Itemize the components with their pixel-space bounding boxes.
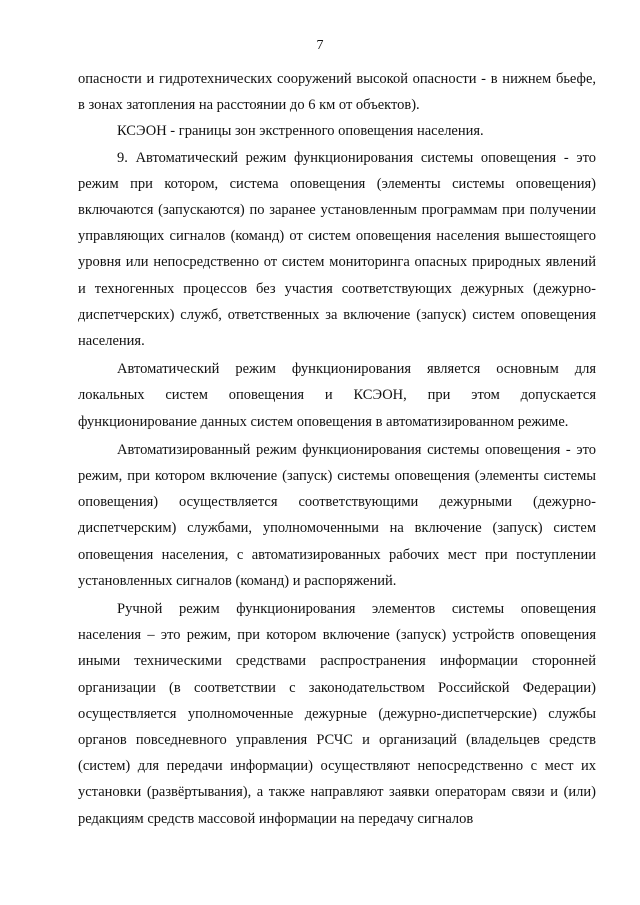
paragraph-automatic-mode-main: Автоматический режим функционирования является основным для локальных систем оповещения и КСЭОН, при этом допускается функционирование данных систем оповещения в автоматизированном режиме.	[78, 361, 596, 430]
paragraph-automated-mode: Автоматизированный режим функционирования системы оповещения - это режим, при котором включение (запуск) системы оповещения (элементы системы оповещения) осуществляется соответствующими дежурными (дежурно-диспетчерским) службами, уполномоченными на включение (запуск) систем оповещения населения, с автоматизированных рабочих мест при поступлении установленных сигналов (команд) и распоряжений.	[78, 441, 596, 589]
paragraph-ksaeon-definition: КСЭОН - границы зон экстренного оповещения населения.	[117, 123, 484, 140]
page-number: 7	[316, 38, 324, 53]
paragraph-automatic-mode: 9. Автоматический режим функционирования системы оповещения - это режим при котором, система оповещения (элементы системы оповещения) включаются (запускаются) по заранее установленным программам при получении управляющих сигналов (команд) от систем оповещения населения вышестоящего уровня или непосредственно от систем мониторинга опасных природных явлений и техногенных процессов без участия соответствующих дежурных (дежурно-диспетчерских) служб, ответственных за включение (запуск) систем оповещения населения.	[78, 149, 596, 350]
paragraph-manual-mode: Ручной режим функционирования элементов системы оповещения населения – это режим, при котором включение (запуск) устройств оповещения иными техническими средствами распространения информации сторонней организации (в соответствии с законодательством Российской Федерации) осуществляется уполномоченные дежурные (дежурно-диспетчерские) службы органов повседневного управления РСЧС и организаций (владельцев средств (систем) для передачи информации) осуществляют непосредственно с мест их установки (развёртывания), а также направляют заявки операторам связи и (или) редакциям средств массовой информации на передачу сигналов	[78, 601, 596, 827]
paragraph-continuation: опасности и гидротехнических сооружений высокой опасности - в нижнем бьефе, в зонах затопления на расстоянии до 6 км от объектов).	[78, 71, 596, 114]
body-text	[78, 66, 596, 832]
